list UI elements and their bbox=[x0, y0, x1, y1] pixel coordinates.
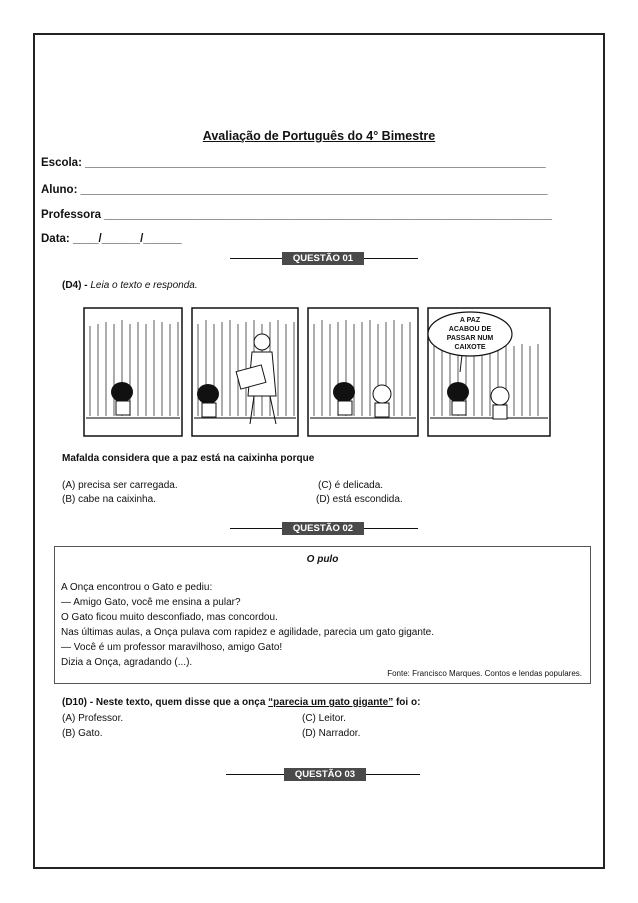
divider-line bbox=[230, 528, 282, 529]
student-field: Aluno: _________________________________________________________________________ bbox=[41, 184, 548, 196]
page-title: Avaliação de Português do 4° Bimestre bbox=[202, 129, 436, 143]
text-line-4: Nas últimas aulas, a Onça pulava com rapidez e agilidade, parecia um gato gigante. bbox=[61, 627, 434, 638]
divider-line bbox=[364, 528, 418, 529]
question-03-badge: QUESTÃO 03 bbox=[284, 768, 366, 781]
divider-line bbox=[226, 774, 284, 775]
q1-option-c: (C) é delicada. bbox=[318, 480, 384, 491]
q2-question-prefix: (D10) - Neste texto, quem disse que a onça bbox=[62, 697, 269, 708]
school-field: Escola: ________________________________________________________________________ bbox=[41, 157, 546, 169]
text-box-o-pulo bbox=[54, 546, 591, 684]
balloon-line-1: A PAZ bbox=[459, 317, 481, 324]
q1-option-d: (D) está escondida. bbox=[316, 494, 403, 505]
text-line-2: — Amigo Gato, você me ensina a pular? bbox=[61, 597, 241, 608]
comic-panel-3 bbox=[308, 308, 418, 436]
divider-line bbox=[230, 258, 282, 259]
text-title: O pulo bbox=[306, 554, 339, 565]
q1-code: (D4) - bbox=[62, 280, 88, 291]
q2-question-quote: “parecia um gato gigante” bbox=[268, 697, 394, 708]
q2-question-suffix: foi o: bbox=[393, 697, 421, 708]
text-line-5: — Você é um professor maravilhoso, amigo Gato! bbox=[61, 642, 283, 653]
divider-line bbox=[364, 258, 418, 259]
mafalda-comic-strip bbox=[82, 306, 552, 438]
text-line-1: A Onça encontrou o Gato e pediu: bbox=[61, 582, 213, 593]
comic-panel-1 bbox=[84, 308, 182, 436]
q2-question bbox=[62, 697, 420, 708]
q1-option-a: (A) precisa ser carregada. bbox=[62, 480, 178, 491]
teacher-field: Professora ______________________________________________________________________ bbox=[41, 209, 552, 221]
question-02-header bbox=[230, 522, 418, 534]
text-line-3: O Gato ficou muito desconfiado, mas concordou. bbox=[61, 612, 278, 623]
question-03-header bbox=[226, 768, 420, 780]
q1-instruction: Leia o texto e responda. bbox=[90, 280, 198, 291]
balloon-line-4: CAIXOTE bbox=[454, 344, 486, 351]
question-02-badge: QUESTÃO 02 bbox=[282, 522, 364, 535]
text-line-6: Dizia a Onça, agradando (...). bbox=[61, 657, 193, 668]
q1-option-b: (B) cabe na caixinha. bbox=[62, 494, 156, 505]
q2-option-d: (D) Narrador. bbox=[302, 728, 361, 739]
date-field: Data: ____/______/______ bbox=[41, 233, 182, 245]
question-01-header bbox=[230, 252, 418, 264]
q2-option-a: (A) Professor. bbox=[62, 713, 124, 724]
question-01-badge: QUESTÃO 01 bbox=[282, 252, 364, 265]
q1-instruction-line bbox=[62, 280, 198, 291]
q2-option-c: (C) Leitor. bbox=[302, 713, 346, 724]
q1-question: Mafalda considera que a paz está na caixinha porque bbox=[62, 453, 315, 464]
balloon-line-2: ACABOU DE bbox=[448, 326, 492, 333]
balloon-line-3: PASSAR NUM bbox=[446, 335, 494, 342]
q2-option-b: (B) Gato. bbox=[62, 728, 103, 739]
divider-line bbox=[366, 774, 420, 775]
text-source: Fonte: Francisco Marques. Contos e lendas populares. bbox=[387, 669, 582, 678]
